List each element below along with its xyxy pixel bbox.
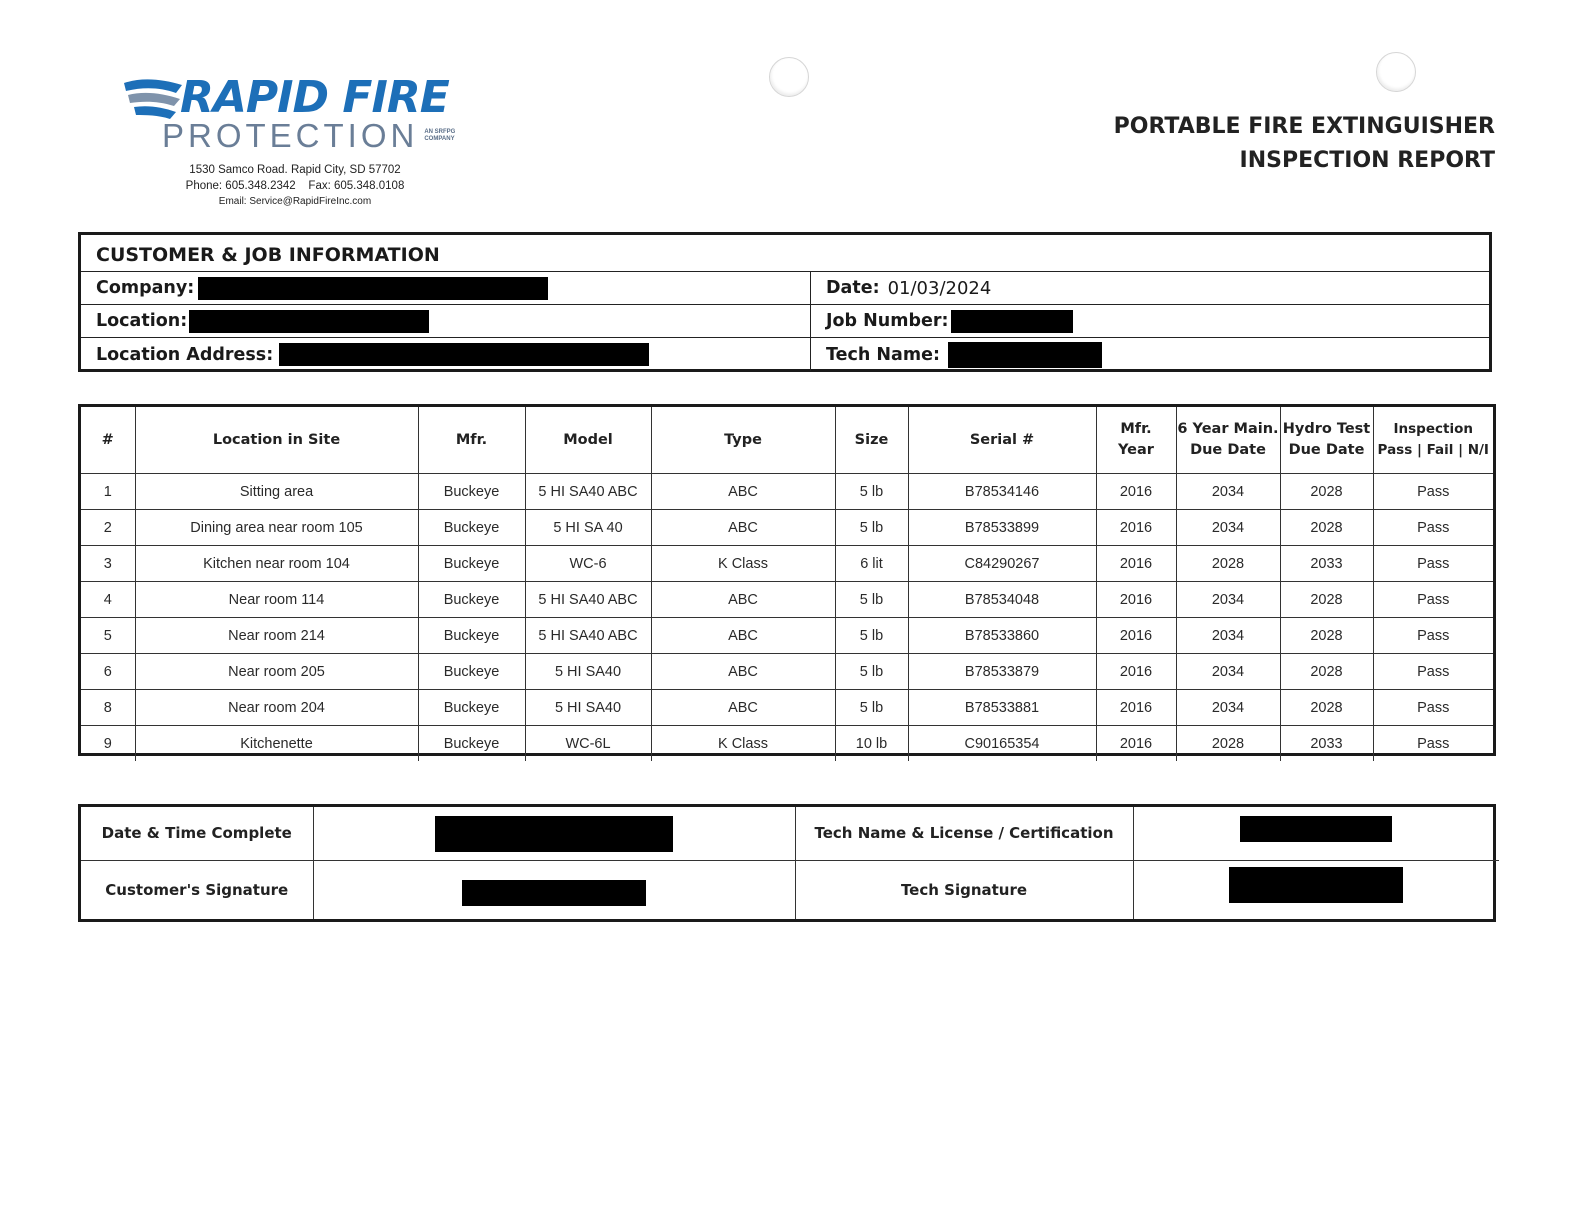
cell-inspection-result: Pass <box>1373 582 1493 618</box>
cell-serial-number: B78534146 <box>908 474 1096 510</box>
tech-license-value-cell <box>1133 807 1499 861</box>
cell-item-number: 6 <box>81 654 135 690</box>
cell-inspection-result: Pass <box>1373 618 1493 654</box>
cell-mfr-year: 2016 <box>1096 654 1176 690</box>
company-cell <box>81 272 811 304</box>
inventory-header-row <box>81 407 1493 474</box>
tech-signature-value-cell <box>1133 861 1499 920</box>
cell-item-number: 3 <box>81 546 135 582</box>
punch-hole <box>769 57 809 97</box>
cell-hydro-test-due: 2033 <box>1280 726 1373 762</box>
cell-serial-number: C90165354 <box>908 726 1096 762</box>
location-address-cell <box>81 338 811 371</box>
redaction-job-number <box>951 310 1073 333</box>
cell-inspection-result: Pass <box>1373 546 1493 582</box>
cell-six-year-maint-due: 2028 <box>1176 546 1280 582</box>
wing-icon <box>122 75 188 121</box>
location-address-label: Location Address: <box>96 344 274 365</box>
cell-size: 5 lb <box>835 654 908 690</box>
cell-item-number: 2 <box>81 510 135 546</box>
company-address: 1530 Samco Road. Rapid City, SD 57702 <box>189 164 401 176</box>
cell-mfr-year: 2016 <box>1096 690 1176 726</box>
customer-job-info <box>78 232 1492 372</box>
cell-size: 5 lb <box>835 582 908 618</box>
cell-model: 5 HI SA40 ABC <box>525 582 651 618</box>
cell-size: 6 lit <box>835 546 908 582</box>
redaction-tech-name <box>948 342 1102 368</box>
cell-type: ABC <box>651 690 835 726</box>
col-header: # <box>81 407 135 474</box>
cell-type: K Class <box>651 726 835 762</box>
tech-signature-label: Tech Signature <box>900 880 1028 899</box>
report-title <box>1114 110 1495 178</box>
cell-item-number: 9 <box>81 726 135 762</box>
cell-item-number: 8 <box>81 690 135 726</box>
cell-six-year-maint-due: 2034 <box>1176 618 1280 654</box>
tech-license-label-cell <box>795 807 1133 861</box>
cell-inspection-result: Pass <box>1373 726 1493 762</box>
date-time-label: Date & Time Complete <box>101 824 292 842</box>
cell-type: ABC <box>651 582 835 618</box>
customer-info-heading: CUSTOMER & JOB INFORMATION <box>81 235 1489 272</box>
tech-license-label: Tech Name & License / Certification <box>814 824 1114 842</box>
col-header: Model <box>525 407 651 474</box>
cell-size: 5 lb <box>835 618 908 654</box>
cell-hydro-test-due: 2028 <box>1280 618 1373 654</box>
logo-line1: RAPID FIRE <box>180 72 449 123</box>
redaction-company <box>198 277 548 300</box>
cell-item-number: 5 <box>81 618 135 654</box>
cell-manufacturer: Buckeye <box>418 726 525 762</box>
tech-name-label: Tech Name: <box>826 344 940 365</box>
cell-hydro-test-due: 2028 <box>1280 690 1373 726</box>
table-row <box>81 654 1493 690</box>
signoff-row <box>81 861 1499 920</box>
col-header: Hydro Test Due Date <box>1280 407 1373 474</box>
cell-six-year-maint-due: 2034 <box>1176 474 1280 510</box>
cell-type: K Class <box>651 546 835 582</box>
cell-hydro-test-due: 2033 <box>1280 546 1373 582</box>
table-row <box>81 510 1493 546</box>
redaction-location-address <box>279 343 649 366</box>
tech-name-cell <box>811 338 1489 371</box>
cell-location-in-site: Kitchen near room 104 <box>135 546 418 582</box>
cell-size: 10 lb <box>835 726 908 762</box>
redaction-customer-signature <box>462 880 646 906</box>
date-value: 01/03/2024 <box>887 277 992 299</box>
customer-signature-label-cell <box>81 861 313 920</box>
cell-item-number: 1 <box>81 474 135 510</box>
table-row <box>81 690 1493 726</box>
cell-size: 5 lb <box>835 510 908 546</box>
cell-mfr-year: 2016 <box>1096 582 1176 618</box>
table-row <box>81 546 1493 582</box>
cell-mfr-year: 2016 <box>1096 618 1176 654</box>
company-logo <box>122 74 482 154</box>
cell-mfr-year: 2016 <box>1096 726 1176 762</box>
customer-row-location <box>81 305 1489 338</box>
cell-serial-number: B78533860 <box>908 618 1096 654</box>
cell-hydro-test-due: 2028 <box>1280 654 1373 690</box>
cell-item-number: 4 <box>81 582 135 618</box>
cell-serial-number: B78533879 <box>908 654 1096 690</box>
customer-signature-value-cell <box>313 861 795 920</box>
company-email: Email: Service@RapidFireInc.com <box>218 196 372 207</box>
logo-line2: PROTECTION <box>162 117 419 154</box>
redaction-date-time <box>435 816 673 852</box>
company-address-block <box>160 162 430 210</box>
cell-manufacturer: Buckeye <box>418 510 525 546</box>
col-header: Mfr. Year <box>1096 407 1176 474</box>
cell-hydro-test-due: 2028 <box>1280 510 1373 546</box>
date-cell <box>811 272 1489 304</box>
cell-model: WC-6 <box>525 546 651 582</box>
cell-serial-number: B78533899 <box>908 510 1096 546</box>
cell-manufacturer: Buckeye <box>418 546 525 582</box>
cell-model: 5 HI SA 40 <box>525 510 651 546</box>
redaction-tech-signature <box>1229 867 1403 903</box>
redaction-tech-license <box>1240 816 1392 842</box>
cell-hydro-test-due: 2028 <box>1280 582 1373 618</box>
cell-size: 5 lb <box>835 474 908 510</box>
cell-model: WC-6L <box>525 726 651 762</box>
location-label: Location: <box>96 311 188 331</box>
cell-location-in-site: Dining area near room 105 <box>135 510 418 546</box>
cell-model: 5 HI SA40 <box>525 690 651 726</box>
date-label: Date: <box>826 278 880 298</box>
customer-signature-label: Customer's Signature <box>105 880 289 899</box>
table-row <box>81 474 1493 510</box>
table-row <box>81 618 1493 654</box>
cell-six-year-maint-due: 2034 <box>1176 582 1280 618</box>
extinguisher-inventory <box>78 404 1496 756</box>
table-row <box>81 726 1493 762</box>
cell-model: 5 HI SA40 <box>525 654 651 690</box>
col-header: Size <box>835 407 908 474</box>
cell-inspection-result: Pass <box>1373 690 1493 726</box>
tech-signature-label-cell <box>795 861 1133 920</box>
cell-six-year-maint-due: 2028 <box>1176 726 1280 762</box>
col-header: 6 Year Main. Due Date <box>1176 407 1280 474</box>
cell-type: ABC <box>651 510 835 546</box>
date-time-label-cell <box>81 807 313 861</box>
cell-mfr-year: 2016 <box>1096 546 1176 582</box>
inventory-table <box>81 407 1493 761</box>
cell-six-year-maint-due: 2034 <box>1176 510 1280 546</box>
job-number-cell <box>811 305 1489 337</box>
cell-location-in-site: Near room 214 <box>135 618 418 654</box>
date-time-value-cell <box>313 807 795 861</box>
cell-mfr-year: 2016 <box>1096 474 1176 510</box>
cell-hydro-test-due: 2028 <box>1280 474 1373 510</box>
cell-model: 5 HI SA40 ABC <box>525 474 651 510</box>
cell-serial-number: B78534048 <box>908 582 1096 618</box>
cell-size: 5 lb <box>835 690 908 726</box>
signoff-table <box>81 807 1499 919</box>
cell-inspection-result: Pass <box>1373 510 1493 546</box>
cell-location-in-site: Kitchenette <box>135 726 418 762</box>
signoff-row <box>81 807 1499 861</box>
cell-type: ABC <box>651 474 835 510</box>
cell-location-in-site: Near room 204 <box>135 690 418 726</box>
col-header: Inspection Pass | Fail | N/I <box>1373 407 1493 474</box>
cell-serial-number: C84290267 <box>908 546 1096 582</box>
cell-location-in-site: Near room 114 <box>135 582 418 618</box>
company-phone-fax: Phone: 605.348.2342 Fax: 605.348.0108 <box>185 180 405 192</box>
cell-model: 5 HI SA40 ABC <box>525 618 651 654</box>
col-header: Serial # <box>908 407 1096 474</box>
col-header: Type <box>651 407 835 474</box>
cell-manufacturer: Buckeye <box>418 690 525 726</box>
cell-manufacturer: Buckeye <box>418 582 525 618</box>
cell-six-year-maint-due: 2034 <box>1176 690 1280 726</box>
report-title-line2: INSPECTION REPORT <box>1239 148 1495 173</box>
cell-manufacturer: Buckeye <box>418 618 525 654</box>
cell-mfr-year: 2016 <box>1096 510 1176 546</box>
report-title-line1: PORTABLE FIRE EXTINGUISHER <box>1113 114 1495 139</box>
punch-hole <box>1376 52 1416 92</box>
cell-type: ABC <box>651 618 835 654</box>
location-cell <box>81 305 811 337</box>
signoff-section <box>78 804 1496 922</box>
cell-inspection-result: Pass <box>1373 654 1493 690</box>
col-header: Location in Site <box>135 407 418 474</box>
customer-row-address <box>81 338 1489 371</box>
cell-inspection-result: Pass <box>1373 474 1493 510</box>
cell-six-year-maint-due: 2034 <box>1176 654 1280 690</box>
redaction-location <box>189 310 429 333</box>
job-number-label: Job Number: <box>826 311 949 331</box>
cell-manufacturer: Buckeye <box>418 654 525 690</box>
cell-manufacturer: Buckeye <box>418 474 525 510</box>
cell-location-in-site: Near room 205 <box>135 654 418 690</box>
logo-badge: AN SRFPG COMPANY <box>424 129 456 142</box>
table-row <box>81 582 1493 618</box>
cell-type: ABC <box>651 654 835 690</box>
cell-serial-number: B78533881 <box>908 690 1096 726</box>
company-label: Company: <box>96 278 195 298</box>
cell-location-in-site: Sitting area <box>135 474 418 510</box>
col-header: Mfr. <box>418 407 525 474</box>
customer-row-company <box>81 272 1489 305</box>
